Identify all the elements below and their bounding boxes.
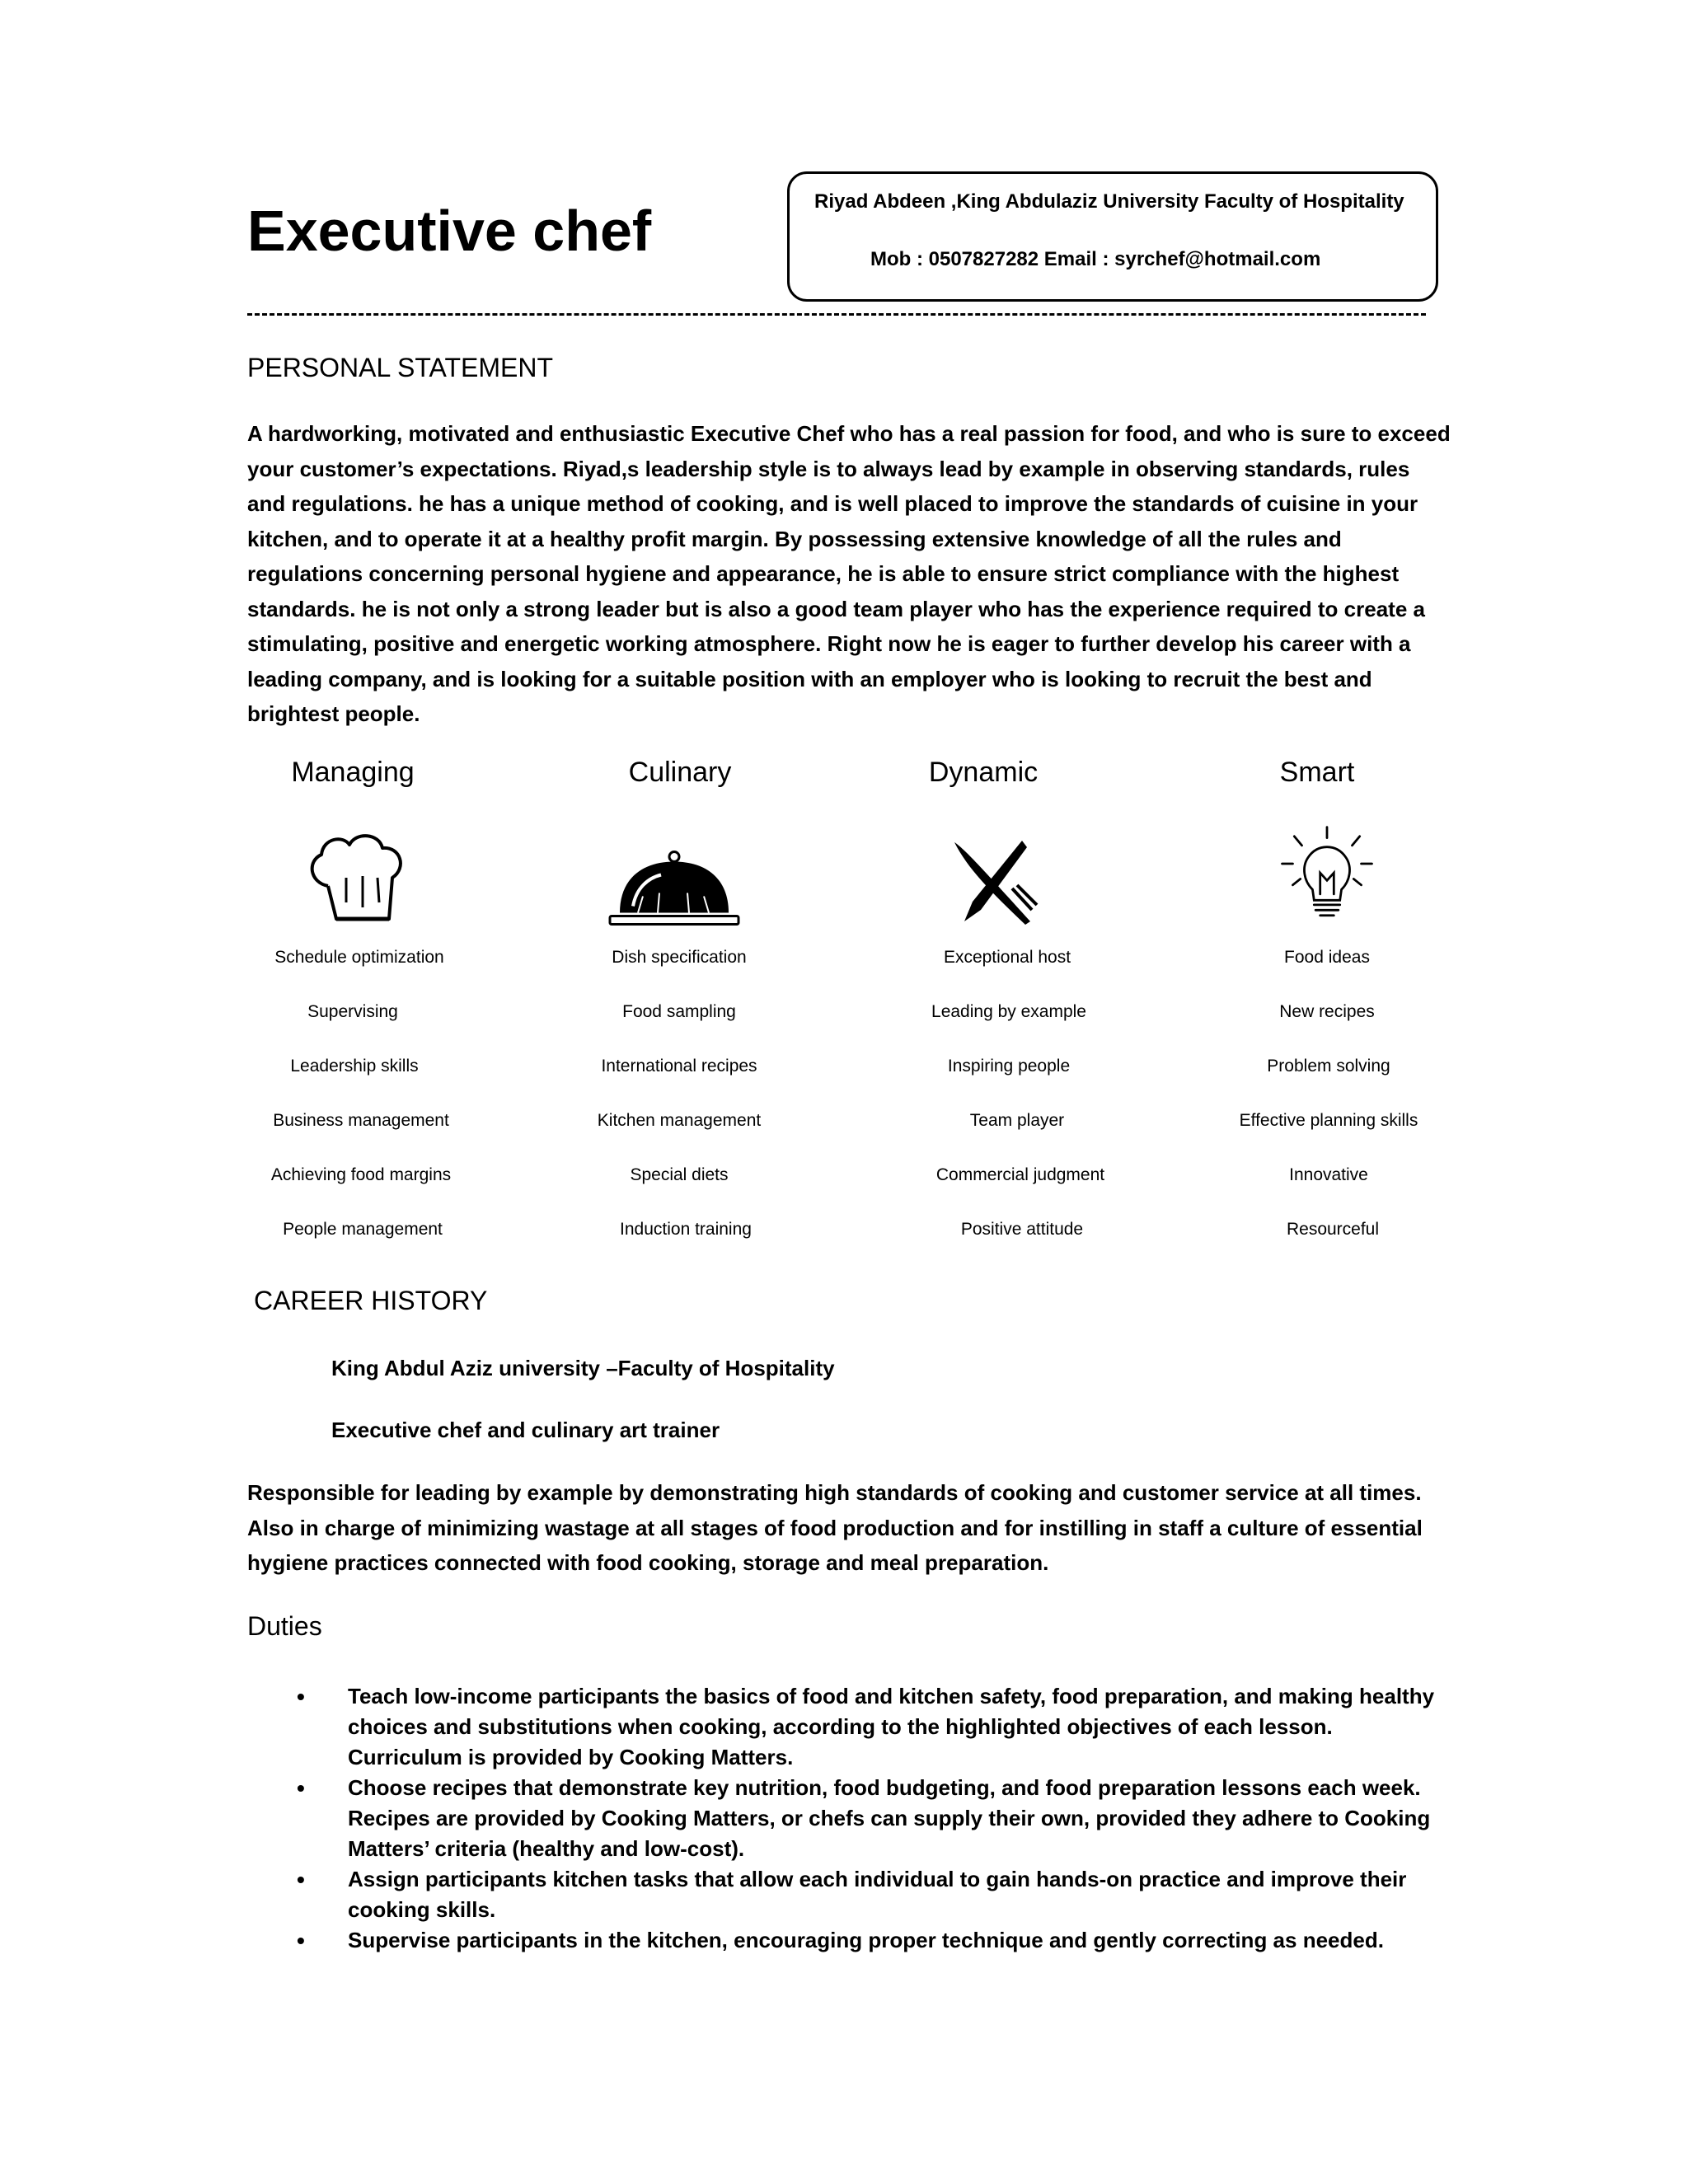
knife-fork-icon [940,831,1047,930]
skill-column-title-culinary: Culinary [628,757,732,788]
career-history-heading: CAREER HISTORY [254,1286,488,1315]
skill-item: Leadership skills [290,1057,419,1076]
skill-column-title-managing: Managing [291,757,415,788]
personal-statement-heading: PERSONAL STATEMENT [247,353,554,382]
contact-name-affiliation: Riyad Abdeen ,King Abdulaziz University Faculty of Hospitality [814,190,1404,213]
skill-item: Dish specification [612,948,747,967]
skill-item: Resourceful [1286,1220,1380,1239]
duties-heading: Duties [247,1611,322,1641]
duty-text: Teach low-income participants the basics of food and kitchen safety, food preparation, and making healthy choices and substitutions when cooking, according to the highlighted objectives of each lesson. Curriculum is provided by Cooking Matters. [348,1684,1435,1769]
skill-item: Food ideas [1284,948,1370,967]
divider [247,313,1426,316]
skill-item: Leading by example [931,1002,1086,1021]
lightbulb-icon [1273,824,1381,923]
skill-item: Food sampling [622,1002,736,1021]
personal-statement-text: A hardworking, motivated and enthusiastic Executive Chef who has a real passion for food, and who is sure to exceed your customer’s expectations. Riyad,s leadership style is to always lead by example in observing standards, rules and regulations. he has a unique method of cooking, and is well placed to improve the standards of cuisine in your kitchen, and to operate it at a healthy profit margin. By possessing extensive knowledge of all the rules and regulations concerning personal hygiene and appearance, he is able to ensure strict compliance with the highest standards. he is not only a strong leader but is also a good team player who has the experience required to create a stimulating, positive and energetic working atmosphere. Right now he is eager to further develop his career with a leading company, and is looking for a suitable position with an employer who is looking to recruit the best and brightest people. [247,421,1451,726]
skill-item: Business management [273,1111,449,1130]
skill-item: People management [283,1220,443,1239]
bullet: • [297,1867,305,1892]
list-item [297,1773,1451,1864]
skill-item: International recipes [601,1057,757,1076]
contact-box [787,171,1438,302]
duty-text: Supervise participants in the kitchen, encouraging proper technique and gently correcting as needed. [348,1928,1384,1952]
bullet: • [297,1684,305,1709]
chef-hat-icon [303,828,410,927]
bullet: • [297,1775,305,1801]
bullet: • [297,1928,305,1953]
job-title: Executive chef and culinary art trainer [331,1418,720,1442]
skill-item: Special diets [630,1165,729,1184]
list-item [297,1681,1451,1773]
duties-list [297,1681,1451,1956]
duty-text: Choose recipes that demonstrate key nutrition, food budgeting, and food preparation lessons each week. Recipes are provided by Cooking Matters, or chefs can supply their own, provided they adhere to Cooking Matters’ criteria (healthy and low-cost). [348,1775,1431,1861]
skill-item: Exceptional host [943,948,1071,967]
employer-name: King Abdul Aziz university –Faculty of Hospitality [331,1356,835,1380]
skill-item: Inspiring people [947,1057,1071,1076]
skill-column-title-smart: Smart [1279,757,1355,788]
skill-item: Supervising [307,1002,398,1021]
skill-item: Team player [969,1111,1065,1130]
skill-item: Effective planning skills [1239,1111,1418,1130]
page-title: Executive chef [247,199,652,263]
skill-item: Induction training [620,1220,752,1239]
duty-text: Assign participants kitchen tasks that allow each individual to gain hands-on practice and improve their cooking skills. [348,1867,1407,1922]
cloche-icon [608,841,740,940]
career-summary: Responsible for leading by example by demonstrating high standards of cooking and customer service at all times. Also in charge of minimizing wastage at all stages of food production and for instilling in staff a culture of essential hygiene practices connected with food cooking, storage and meal preparation. [247,1480,1423,1575]
contact-phone-email: Mob : 0507827282 Email : syrchef@hotmail.com [870,248,1321,270]
list-item [297,1864,1451,1925]
skill-item: New recipes [1279,1002,1375,1021]
list-item [297,1925,1451,1956]
skill-item: Innovative [1289,1165,1368,1184]
skill-item: Problem solving [1267,1057,1390,1076]
skill-item: Achieving food margins [270,1165,452,1184]
skill-item: Schedule optimization [274,948,444,967]
skill-item: Kitchen management [597,1111,762,1130]
skill-column-title-dynamic: Dynamic [928,757,1039,788]
skill-item: Positive attitude [960,1220,1084,1239]
skill-item: Commercial judgment [935,1165,1105,1184]
